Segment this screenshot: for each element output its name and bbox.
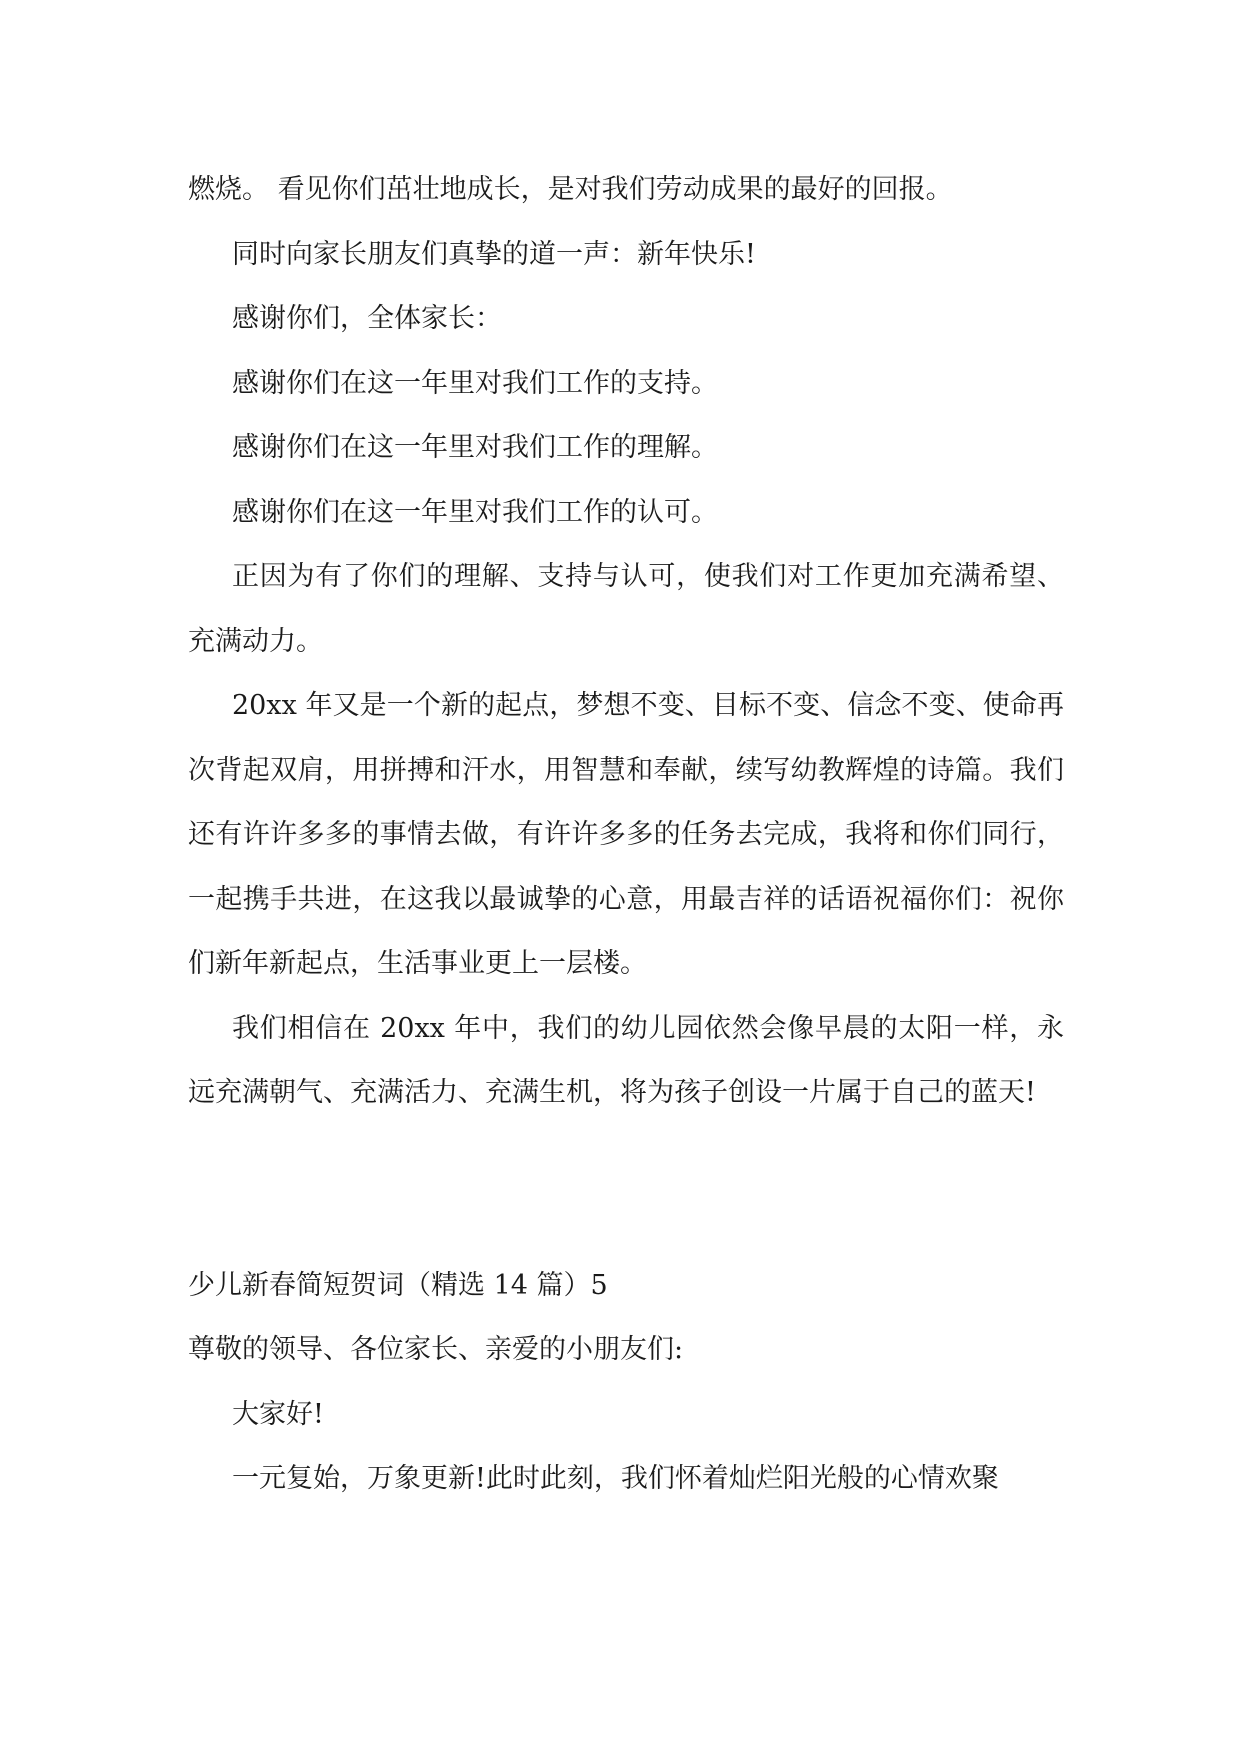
paragraph: 感谢你们在这一年里对我们工作的理解。 [232, 432, 718, 463]
paragraph: 感谢你们在这一年里对我们工作的认可。 [232, 496, 718, 528]
paragraph: 燃烧。 看见你们茁壮地成长，是对我们劳动成果的最好的回报。 [188, 174, 953, 205]
paragraph: 正因为有了你们的理解、支持与认可，使我们对工作更加充满希望、充满动力。 [188, 561, 1064, 657]
salutation: 尊敬的领导、各位家长、亲爱的小朋友们: [188, 1334, 684, 1365]
paragraph: 同时向家长朋友们真挚的道一声：新年快乐! [232, 238, 756, 270]
paragraph: 一元复始，万象更新!此时此刻，我们怀着灿烂阳光般的心情欢聚 [232, 1463, 999, 1494]
paragraph: 20xx 年又是一个新的起点，梦想不变、目标不变、信念不变、使命再次背起双肩，用拼搏和汗水，用智慧和奉献，续写幼教辉煌的诗篇。我们还有许许多多的事情去做，有许许多多的任务去完成，我将和你们同行，一起携手共进，在这我以最诚挚的心意，用最吉祥的话语祝福你们：祝你们新年新起点，生活事业更上一层楼。 [188, 690, 1064, 979]
document-page [188, 158, 1064, 1512]
paragraph: 感谢你们在这一年里对我们工作的支持。 [232, 367, 718, 399]
paragraph: 大家好! [232, 1398, 324, 1430]
paragraph: 感谢你们，全体家长： [232, 303, 502, 334]
section-title: 少儿新春简短贺词（精选 14 篇）5 [188, 1269, 608, 1301]
paragraph: 我们相信在 20xx 年中，我们的幼儿园依然会像早晨的太阳一样，永远充满朝气、充满活力、充满生机，将为孩子创设一片属于自己的蓝天! [188, 1012, 1064, 1108]
